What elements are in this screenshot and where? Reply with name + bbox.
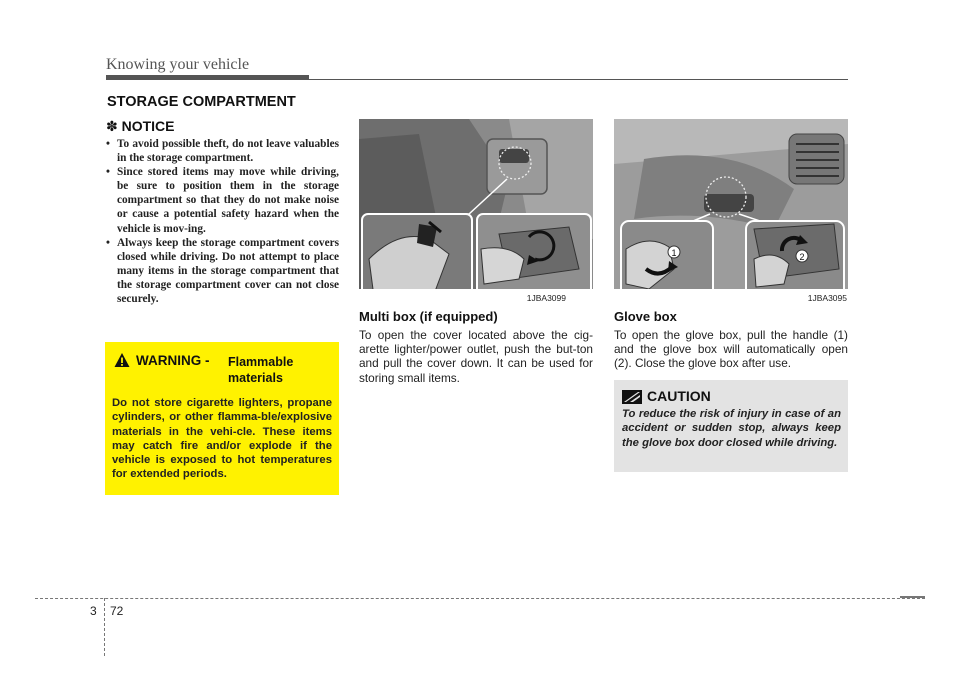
figure-code: 1JBA3095 — [807, 293, 847, 303]
footer-rule-accent — [900, 596, 925, 598]
warning-subtitle: Flammable materials — [228, 355, 294, 385]
notice-title: ✽ NOTICE — [106, 118, 175, 134]
footer-rule — [35, 598, 925, 599]
notice-item: • Since stored items may move while driving, be sure to position them in the storage compartment so that they do not make noise or cause a potential safety hazard when the vehicle is mov-ing. — [105, 165, 339, 235]
section-title: STORAGE COMPARTMENT — [107, 94, 296, 110]
callout-2: 2 — [799, 252, 805, 262]
glove-box-description: To open the glove box, pull the handle (1) and the glove box will automatically open (2). Close the glove box after use. — [614, 328, 848, 371]
notice-item: • To avoid possible theft, do not leave valuables in the storage compartment. — [105, 137, 339, 165]
figure-code: 1JBA3099 — [526, 293, 566, 303]
warning-box — [105, 342, 339, 495]
header-rule-thin — [309, 79, 848, 80]
caution-label: CAUTION — [647, 388, 711, 404]
chapter-title: Knowing your vehicle — [106, 56, 250, 73]
multi-box-title: Multi box (if equipped) — [359, 309, 498, 324]
warning-triangle-icon — [114, 352, 130, 368]
multi-box-figure — [359, 119, 593, 304]
warning-label: WARNING - — [136, 353, 210, 368]
warning-text: Do not store cigarette lighters, propane cylinders, or other flamma-ble/explosive materials in the vehi-cle. These items may catch fire and/or explode if the vehicle is exposed to hot temperatures for extended periods. — [112, 397, 332, 481]
page-number: 72 — [110, 604, 124, 618]
glove-box-title: Glove box — [614, 309, 677, 324]
multi-box-description: To open the cover located above the cig-arette lighter/power outlet, push the but-ton and pull the cover down. It can be used for storing small items. — [359, 328, 593, 385]
callout-1: 1 — [671, 248, 677, 258]
caution-box — [614, 380, 848, 472]
glove-box-figure — [614, 119, 848, 304]
caution-text: To reduce the risk of injury in case of an accident or sudden stop, always keep the glove box door closed while driving. — [622, 408, 841, 449]
footer-vertical-rule — [104, 598, 105, 656]
header-rule-thick — [106, 75, 309, 80]
caution-icon — [622, 390, 642, 404]
notice-item: • Always keep the storage compartment covers closed while driving. Do not attempt to place many items in the storage compartment that the storage compartment cover can not close securely. — [105, 236, 339, 306]
multi-box-illustration — [359, 119, 593, 304]
notice-list — [105, 137, 339, 306]
glove-box-illustration — [614, 119, 848, 304]
chapter-number: 3 — [90, 604, 97, 618]
